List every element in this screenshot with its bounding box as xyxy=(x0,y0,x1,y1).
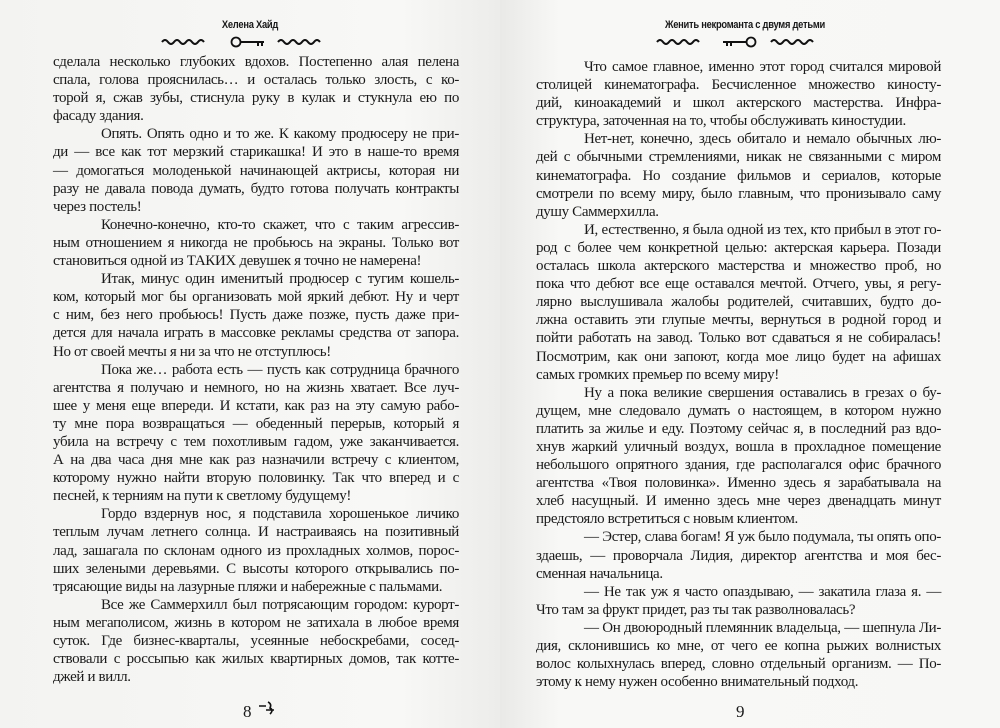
text-line: ствовали с россыпью как жилых квартирных домов, так котте- xyxy=(53,651,459,668)
text-line: агентства я получаю и немного, но на жизнь хватает. Все луч- xyxy=(53,379,459,396)
paragraph xyxy=(536,619,941,691)
text-line: суток. Где бизнес-кварталы, усеянные небоскребами, сосед- xyxy=(53,633,459,649)
text-line: становиться одной из ТАКИХ девушек я точно не намерена! xyxy=(53,253,422,270)
text-line: дий, киноакадемий и школ актерского мастерства. Инфра- xyxy=(536,95,941,112)
text-line: ком, который мог бы организовать мой яркий дебют. Ну и черт xyxy=(53,289,459,306)
text-line: торой я, сжав зубы, стиснула руку в кулак и стукнула ею по xyxy=(53,90,459,107)
running-head-title: Женить некроманта с двумя детьми xyxy=(665,19,825,31)
page-number: 9 xyxy=(736,702,745,721)
text-line: — Не так уж я часто опаздываю, — закатила глаза я. — xyxy=(584,583,941,600)
paragraph xyxy=(53,596,459,686)
text-line: лярно выслушивала жалобы родителей, считавших, будто до- xyxy=(536,294,941,311)
paragraph xyxy=(536,583,941,619)
text-line: пока что дебют все еще оставался мечтой. Отчего, увы, я регу- xyxy=(536,276,941,293)
text-line: сделала несколько глубоких вдохов. Постепенно алая пелена xyxy=(53,54,459,70)
text-line: структура, заточенная на то, чтобы обслуживать киностудии. xyxy=(536,113,906,130)
text-line: Опять. Опять одно и то же. К какому продюсеру не при- xyxy=(101,126,459,143)
text-line: И, естественно, я была одной из тех, кто прибыл в этот го- xyxy=(584,221,941,238)
text-line: кинематографа. Но создание фильмов и сериалов, которые xyxy=(536,167,941,184)
paragraph xyxy=(536,130,941,220)
text-line: Посмотрим, как они запоют, когда мое лицо будет на афишах xyxy=(536,348,941,365)
text-line: осталась школа актерского мастерства и множество проб, но xyxy=(536,258,941,275)
text-line: которому нужно найти вторую половинку. Так что вперед и с xyxy=(53,470,459,487)
paragraph xyxy=(53,361,459,506)
text-line: платить за жилье и еду. Поэтому сейчас я, в последний раз вдо- xyxy=(536,420,941,437)
text-line: ту мне пора возвращаться — обеденный перерыв, который я xyxy=(53,415,459,432)
text-line: Но от своей мечты я ни за что не отступлюсь! xyxy=(53,343,331,360)
text-line: род с более чем конкретной целью: актерская карьера. Позади xyxy=(536,239,941,256)
text-line: этому к нему нужен особенно внимательный подход. xyxy=(536,674,859,691)
text-line: разу не давала повода думать, будто готова получать контракты xyxy=(53,180,459,197)
text-line: агентства «Твоя половинка». Именно здесь я зарабатывала на xyxy=(536,475,941,492)
paragraph xyxy=(53,53,459,125)
text-line: столицей кинематографа. Бесчисленное множество киносту- xyxy=(536,77,941,94)
text-line: душу Саммерхилла. xyxy=(536,203,659,220)
text-line: хнув жаркий уличный воздух, вошла в прохладное помещение xyxy=(536,438,941,455)
text-line: небольшого опрятного здания, где располагался офис брачного xyxy=(536,457,941,474)
page-text xyxy=(53,53,459,686)
text-line: смотрели по всему миру, было главным, что пронизывало саму xyxy=(536,185,941,202)
text-line: дей с обычными стремлениями, никак не связанными с миром xyxy=(536,149,941,166)
paragraph xyxy=(536,528,941,582)
paragraph xyxy=(53,505,459,595)
text-line: пойти работать на завод. Только вот сдаваться я не собиралась! xyxy=(536,330,941,347)
text-line: шее у меня еще впереди. И кстати, как раз на эту самую рабо- xyxy=(53,397,459,414)
text-line: Гордо вздернув нос, я подставила хорошенькое личико xyxy=(101,506,459,523)
text-line: Пока же… работа есть — пусть как сотрудница брачного xyxy=(101,361,459,378)
page-text xyxy=(536,58,941,691)
text-line: через постель! xyxy=(53,198,142,215)
paragraph xyxy=(53,216,459,270)
right-page xyxy=(500,0,1000,728)
text-line: Конечно-конечно, кто-то скажет, что с таким агрессив- xyxy=(101,216,459,233)
paragraph xyxy=(536,58,941,130)
paragraph xyxy=(536,384,941,529)
page-number: 8 xyxy=(243,702,252,721)
paragraph xyxy=(53,270,459,360)
text-line: с ним, без него пробьюсь! Пусть даже позже, пусть даже при- xyxy=(53,307,459,324)
text-line: волос колыхнулась вперед, словно отдельный организм. — По- xyxy=(536,656,941,673)
text-line: фасаду здания. xyxy=(53,108,144,125)
text-line: песней, к терниям на пути к светлому будущему! xyxy=(53,488,351,505)
text-line: здаешь, — проворчала Лидия, директор агентства и моя бес- xyxy=(536,547,941,564)
text-line: трясающие виды на лазурные пляжи и набережные с пальмами. xyxy=(53,578,443,595)
text-line: Ну а пока великие свершения оставались в грезах о бу- xyxy=(584,384,941,401)
text-line: ным мегаполисом, жизнь в котором не затихала в любое время xyxy=(53,614,459,631)
text-line: джей и вилл. xyxy=(53,669,131,686)
text-line: — Он двоюродный племянник владельца, — шепнула Ли- xyxy=(584,619,941,636)
text-line: Все же Саммерхилл был потрясающим городом: курорт- xyxy=(101,596,459,613)
flourish-icon xyxy=(258,700,278,716)
key-ornament-icon xyxy=(160,36,340,48)
text-line: дется для начала играть в массовке рекламы средства от запора. xyxy=(53,325,459,342)
text-line: — домогаться молоденькой начинающей актрисы, которая ни xyxy=(53,162,459,179)
text-line: дия, склонившись ко мне, от чего ее копна рыжих волнистых xyxy=(536,638,941,654)
text-line: дущем, мне следовало думать о настоящем, в котором нужно xyxy=(536,402,941,419)
text-line: спала, голова прояснилась… и осталась только злость, с ко- xyxy=(53,72,459,89)
text-line: хлеб насущный. И именно здесь мне через двенадцать минут xyxy=(536,493,941,510)
running-head-author: Хелена Хайд xyxy=(221,19,279,31)
text-line: убила на встречу с тем похотливым гадом, уже заканчивается. xyxy=(53,433,459,450)
text-line: теплым лучам летнего солнца. И настраиваясь на позитивный xyxy=(53,524,459,541)
text-line: ших зелеными деревьями. С высоты которого открывались по- xyxy=(53,560,459,577)
text-line: предстояло встретиться с новым клиентом. xyxy=(536,511,798,528)
text-line: самых громких премьер по всему миру! xyxy=(536,366,779,383)
text-line: — Эстер, слава богам! Я уж было подумала, ты опять опо- xyxy=(584,529,941,546)
key-ornament-icon xyxy=(655,36,835,48)
paragraph xyxy=(536,221,941,384)
text-line: лжна оставить эти глупые мечты, вернуться в родной город и xyxy=(536,312,941,329)
text-line: ным отношением я никогда не пробьюсь на экраны. Только вот xyxy=(53,234,459,251)
text-line: сменная начальница. xyxy=(536,565,663,582)
text-line: лад, зашагала по склонам одного из прохладных холмов, порос- xyxy=(53,542,459,559)
text-line: Итак, минус один именитый продюсер с тугим кошель- xyxy=(101,271,459,288)
text-line: ди — все как тот мерзкий старикашка! И это в наше-то время xyxy=(53,144,459,161)
text-line: Что самое главное, именно этот город считался мировой xyxy=(584,59,941,75)
text-line: Нет-нет, конечно, здесь обитало и немало обычных лю- xyxy=(584,131,941,148)
text-line: Что там за фрукт придет, раз ты так разволновалась? xyxy=(536,601,856,618)
paragraph xyxy=(53,125,459,215)
text-line: А на два часа дня мне как раз назначили встречу с клиентом, xyxy=(53,452,459,469)
